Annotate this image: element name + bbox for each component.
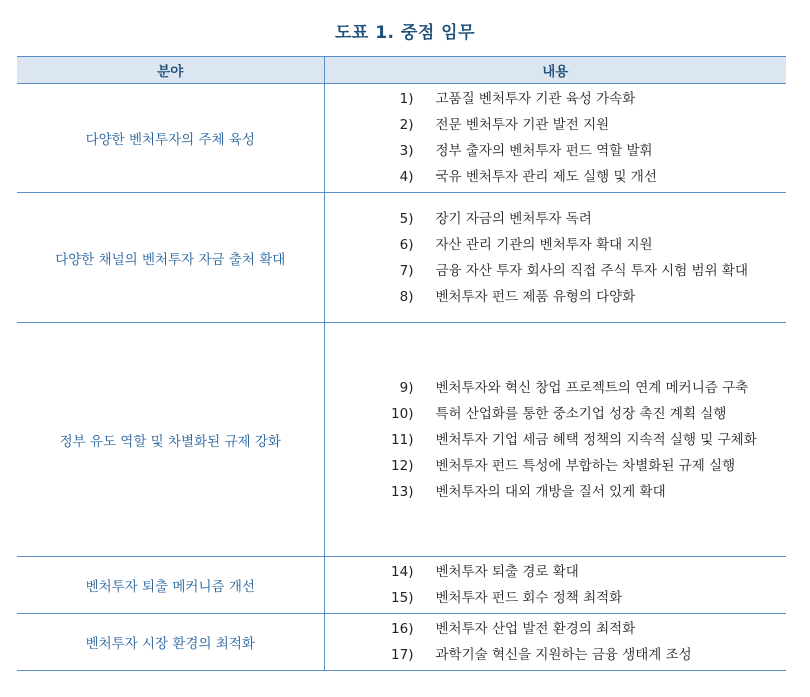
item-number: 6): [399, 236, 414, 253]
list-item: [372, 112, 777, 138]
list-item: [372, 616, 777, 642]
item-number: 16): [391, 621, 414, 637]
item-number: 9): [399, 379, 414, 396]
item-text: 국유 벤처투자 관리 제도 실행 및 개선: [435, 169, 657, 185]
list-item: [372, 453, 777, 479]
field-cell: 다양한 채널의 벤처투자 자금 출처 확대: [17, 193, 324, 323]
item-number: 3): [399, 143, 414, 159]
item-number: 14): [391, 564, 414, 580]
item-text: 벤처투자 산업 발전 환경의 최적화: [435, 621, 636, 637]
item-number: 5): [399, 210, 414, 227]
list-item: [372, 232, 777, 258]
content-cell: [324, 614, 786, 671]
list-item: [372, 375, 777, 401]
item-number: 1): [399, 91, 414, 107]
item-text: 벤처투자 펀드 특성에 부합하는 차별화된 규제 실행: [435, 457, 736, 474]
item-text: 고품질 벤처투자 기관 육성 가속화: [435, 91, 636, 107]
field-cell: 정부 유도 역할 및 차별화된 규제 강화: [17, 323, 324, 557]
field-cell: 벤처투자 시장 환경의 최적화: [17, 614, 324, 671]
table-row: [17, 193, 786, 323]
item-number: 10): [391, 405, 414, 422]
list-item: [372, 206, 777, 232]
item-text: 장기 자금의 벤처투자 독려: [435, 210, 592, 227]
table-row: [17, 557, 786, 614]
item-number: 8): [399, 288, 414, 305]
item-number: 7): [399, 262, 414, 279]
item-text: 벤처투자 펀드 제품 유형의 다양화: [435, 288, 636, 305]
content-cell: [324, 193, 786, 323]
list-item: [372, 86, 777, 112]
item-text: 정부 출자의 벤처투자 펀드 역할 발휘: [435, 143, 653, 159]
content-cell: [324, 557, 786, 614]
content-cell: [324, 84, 786, 193]
item-text: 벤처투자 기업 세금 혜택 정책의 지속적 실행 및 구체화: [435, 431, 757, 448]
item-text: 벤처투자 퇴출 경로 확대: [435, 564, 579, 580]
item-number: 15): [391, 590, 414, 606]
item-number: 17): [391, 647, 414, 663]
item-text: 과학기술 혁신을 지원하는 금융 생태계 조성: [435, 647, 692, 663]
header-field: 분야: [17, 57, 324, 84]
item-text: 벤처투자와 혁신 창업 프로젝트의 연계 메커니즘 구축: [435, 379, 749, 396]
field-cell: 다양한 벤처투자의 주체 육성: [17, 84, 324, 193]
item-number: 13): [391, 483, 414, 500]
item-text: 전문 벤처투자 기관 발전 지원: [435, 117, 610, 133]
list-item: [372, 138, 777, 164]
document-title: 도표 1. 중점 임무: [334, 23, 476, 43]
list-item: [372, 258, 777, 284]
item-text: 벤처투자 펀드 회수 정책 최적화: [435, 590, 623, 606]
list-item: [372, 642, 777, 668]
table-row: [17, 614, 786, 671]
item-number: 4): [399, 169, 414, 185]
table-row: [17, 323, 786, 557]
list-item: [372, 427, 777, 453]
item-number: 11): [391, 431, 414, 448]
header-content: 내용: [324, 57, 786, 84]
key-tasks-table: [17, 56, 786, 671]
item-number: 12): [391, 457, 414, 474]
list-item: [372, 401, 777, 427]
item-text: 특허 산업화를 통한 중소기업 성장 촉진 계획 실행: [435, 405, 727, 422]
item-text: 벤처투자의 대외 개방을 질서 있게 확대: [435, 483, 666, 500]
field-cell: 벤처투자 퇴출 메커니즘 개선: [17, 557, 324, 614]
table-row: [17, 84, 786, 193]
item-number: 2): [399, 117, 414, 133]
list-item: [372, 585, 777, 611]
item-text: 금융 자산 투자 회사의 직접 주식 투자 시험 범위 확대: [435, 262, 748, 279]
list-item: [372, 479, 777, 505]
list-item: [372, 559, 777, 585]
content-cell: [324, 323, 786, 557]
table-header-row: [17, 57, 786, 84]
item-text: 자산 관리 기관의 벤처투자 확대 지원: [435, 236, 653, 253]
list-item: [372, 164, 777, 190]
list-item: [372, 284, 777, 310]
